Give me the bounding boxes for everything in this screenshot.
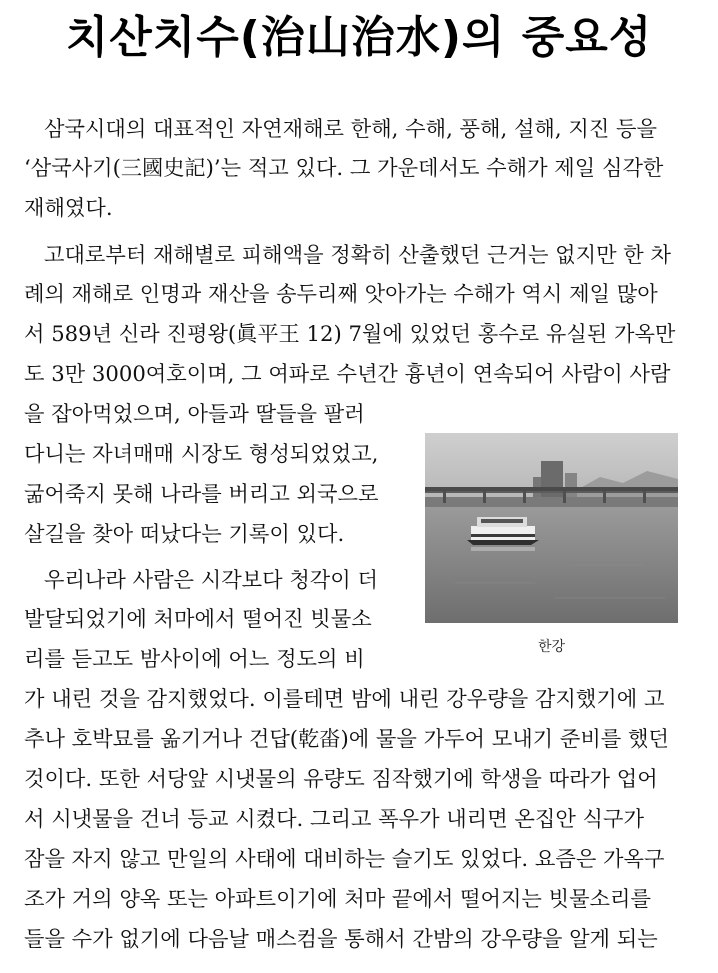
text-line-17: 것이다. 또한 서당앞 시냇물의 유량도 짐작했기에 학생을 따라가 업어 [24, 766, 658, 791]
boat-reflection [471, 547, 535, 551]
page-title: 치산치수(治山治水)의 중요성 [65, 12, 653, 63]
text-line-5: 례의 재해로 인명과 재산을 송두리째 앗아가는 수해가 역시 제일 많아 [24, 281, 658, 306]
text-line-13: 발달되었기에 처마에서 떨어진 빗물소 [24, 606, 372, 631]
text-line-21: 들을 수가 없기에 다음날 매스컴을 통해서 간밤의 강우량을 알게 되는 [24, 926, 658, 951]
tower-building [541, 461, 563, 501]
far-bank [425, 497, 678, 507]
text-line-20: 조가 거의 양옥 또는 아파트이기에 처마 끝에서 떨어지는 빗물소리를 [24, 886, 651, 911]
text-line-4: 고대로부터 재해별로 피해액을 정확히 산출했던 근거는 없지만 한 차 [44, 242, 671, 267]
bridge-deck [425, 487, 678, 491]
photo-illustration [425, 433, 678, 623]
text-line-7: 도 3만 3000여호이며, 그 여파로 수년간 흉년이 연속되어 사람이 사람 [24, 361, 671, 386]
text-line-3: 재해였다. [24, 195, 113, 220]
text-line-18: 서 시냇물을 건너 등교 시켰다. 그리고 폭우가 내리면 온집안 식구가 [24, 806, 644, 831]
text-line-1: 삼국시대의 대표적인 자연재해로 한해, 수해, 풍해, 설해, 지진 등을 [44, 116, 657, 141]
text-line-10: 굶어죽지 못해 나라를 버리고 외국으로 [24, 481, 379, 506]
text-line-9: 다니는 자녀매매 시장도 형성되었었고, [24, 441, 379, 466]
photo-caption: 한강 [537, 639, 566, 655]
han-river-photo [425, 433, 678, 623]
text-line-16: 추나 호박묘를 옮기거나 건답(乾畓)에 물을 가두어 모내기 준비를 했던 [24, 726, 669, 751]
text-line-11: 살길을 찾아 떠났다는 기록이 있다. [24, 521, 345, 546]
text-line-15: 가 내린 것을 감지했었다. 이를테면 밤에 내린 강우량을 감지했기에 고 [24, 686, 665, 711]
text-line-6: 서 589년 신라 진평왕(眞平王 12) 7월에 있었던 홍수로 유실된 가옥만 [24, 321, 676, 346]
bridge-rail [425, 491, 678, 493]
text-line-14: 리를 듣고도 밤사이에 어느 정도의 비 [24, 646, 365, 671]
text-line-12: 우리나라 사람은 시각보다 청각이 더 [44, 567, 378, 592]
text-line-2: ‘삼국사기(三國史記)’는 적고 있다. 그 가운데서도 수해가 제일 심각한 [24, 155, 664, 180]
text-line-19: 잠을 자지 않고 만일의 사태에 대비하는 슬기도 있었다. 요즘은 가옥구 [24, 846, 665, 871]
text-line-8: 을 잡아먹었으며, 아들과 딸들을 팔러 [24, 401, 365, 426]
